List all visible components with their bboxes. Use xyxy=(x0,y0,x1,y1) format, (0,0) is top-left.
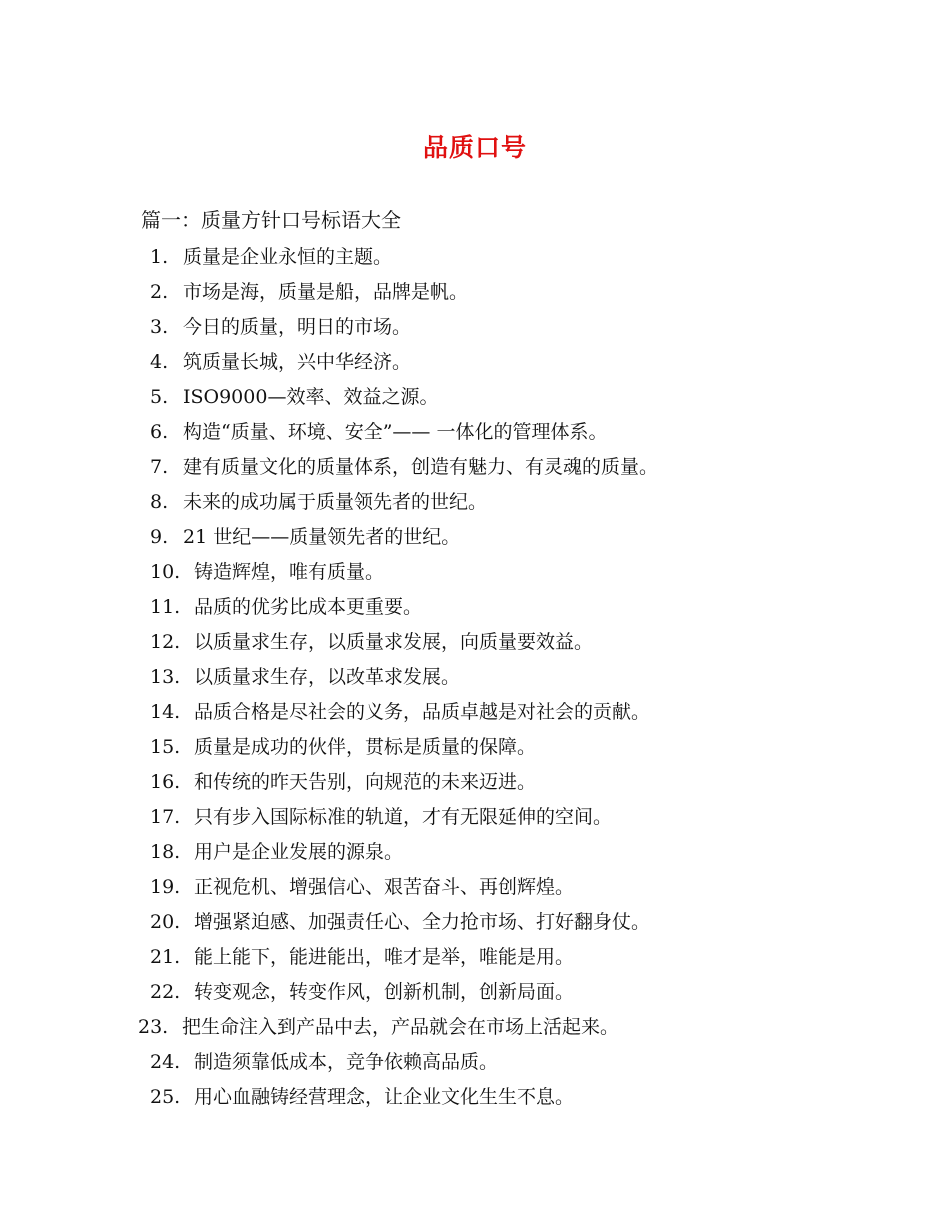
list-item-number: 22. xyxy=(150,981,181,1003)
list-item-number: 19. xyxy=(150,876,181,898)
list-item-text: 以质量求生存，以改革求发展。 xyxy=(194,666,461,688)
list-item-number: 8. xyxy=(150,491,169,513)
list-item-number: 3. xyxy=(150,316,169,338)
list-item-text: 能上能下，能进能出，唯才是举，唯能是用。 xyxy=(194,946,575,968)
list-item-text: 今日的质量，明日的市场。 xyxy=(183,316,412,338)
list-item-text: 构造“质量、环境、安全”—— 一体化的管理体系。 xyxy=(183,421,608,443)
list-item-text: 以质量求生存，以质量求发展，向质量要效益。 xyxy=(194,631,594,653)
list-item-number: 6. xyxy=(150,421,169,443)
list-item-number: 16. xyxy=(150,771,181,793)
list-item-text: 未来的成功属于质量领先者的世纪。 xyxy=(183,491,488,513)
list-item-text: 把生命注入到产品中去，产品就会在市场上活起来。 xyxy=(182,1016,620,1038)
list-item-text: 和传统的昨天告别，向规范的未来迈进。 xyxy=(194,771,537,793)
list-item-number: 24. xyxy=(150,1051,181,1073)
list-item-text: 增强紧迫感、加强责任心、全力抢市场、打好翻身仗。 xyxy=(194,911,651,933)
list-item-number: 4. xyxy=(150,351,169,373)
list-item-number: 17. xyxy=(150,806,181,828)
list-item-text: 转变观念，转变作风，创新机制，创新局面。 xyxy=(194,981,575,1003)
list-item-number: 10. xyxy=(150,561,181,583)
list-item-text: ISO9000—效率、效益之源。 xyxy=(183,386,439,408)
list-item-number: 13. xyxy=(150,666,181,688)
list-item-text: 建有质量文化的质量体系，创造有魅力、有灵魂的质量。 xyxy=(183,456,659,478)
list-item-number: 15. xyxy=(150,736,181,758)
list-item-number: 23. xyxy=(138,1016,169,1038)
list-item-number: 18. xyxy=(150,841,181,863)
list-item-text: 品质合格是尽社会的义务，品质卓越是对社会的贡献。 xyxy=(194,701,651,723)
list-item-text: 市场是海，质量是船，品牌是帆。 xyxy=(183,281,469,303)
list-item-text: 只有步入国际标准的轨道，才有无限延伸的空间。 xyxy=(194,806,613,828)
list-item-text: 质量是成功的伙伴，贯标是质量的保障。 xyxy=(194,736,537,758)
list-item-number: 11. xyxy=(150,596,181,618)
list-item-number: 21. xyxy=(150,946,181,968)
list-item-text: 制造须靠低成本，竞争依赖高品质。 xyxy=(194,1051,499,1073)
list-item-text: 品质的优劣比成本更重要。 xyxy=(194,596,423,618)
list-item-text: 铸造辉煌，唯有质量。 xyxy=(194,561,385,583)
list-item-number: 5. xyxy=(150,386,169,408)
list-item-text: 质量是企业永恒的主题。 xyxy=(183,246,393,268)
list-item-text: 筑质量长城，兴中华经济。 xyxy=(183,351,412,373)
list-item-number: 1. xyxy=(150,246,169,268)
list-item-number: 12. xyxy=(150,631,181,653)
list-item-number: 7. xyxy=(150,456,169,478)
list-item-number: 14. xyxy=(150,701,181,723)
list-item-number: 9. xyxy=(150,526,169,548)
list-item-text: 用心血融铸经营理念，让企业文化生生不息。 xyxy=(194,1086,575,1108)
list-item-text: 21 世纪——质量领先者的世纪。 xyxy=(183,526,461,548)
list-item-text: 用户是企业发展的源泉。 xyxy=(194,841,404,863)
list-item-text: 正视危机、增强信心、艰苦奋斗、再创辉煌。 xyxy=(194,876,575,898)
document-title: 品质口号 xyxy=(422,133,527,162)
list-item-number: 2. xyxy=(150,281,169,303)
list-item-number: 20. xyxy=(150,911,181,933)
section-heading: 篇一：质量方针口号标语大全 xyxy=(141,208,401,232)
list-item-number: 25. xyxy=(150,1086,181,1108)
